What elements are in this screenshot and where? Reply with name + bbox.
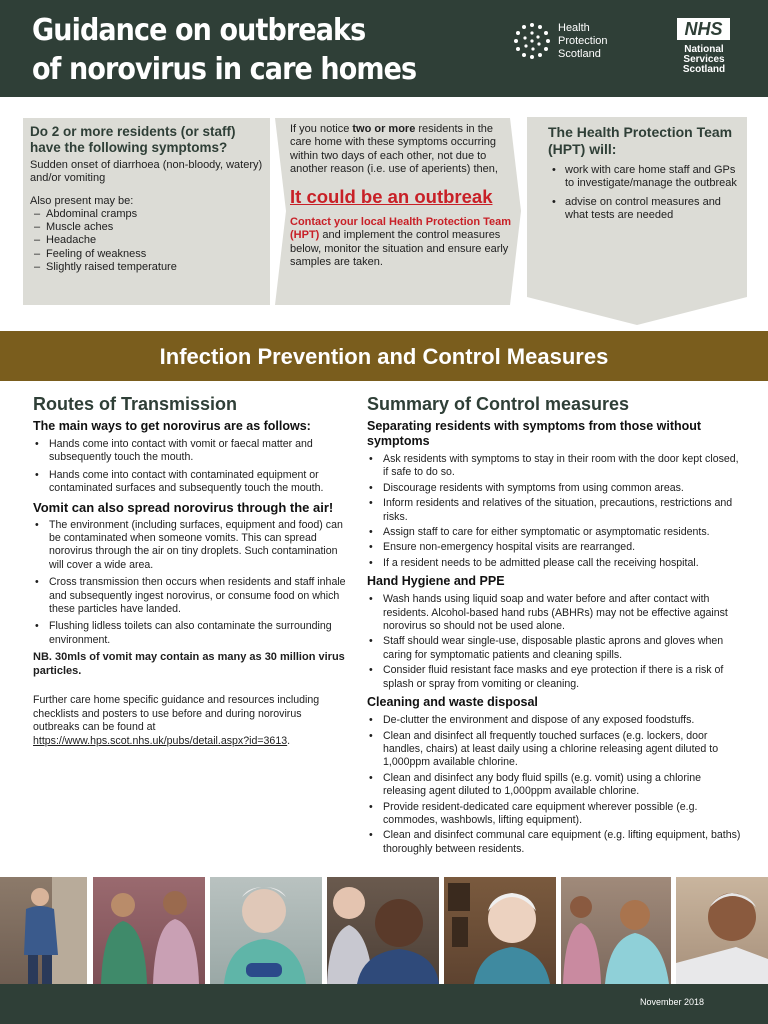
symptoms-heading: Do 2 or more residents (or staff) have the following symptoms? xyxy=(30,124,236,155)
person-icon xyxy=(93,877,205,984)
nb-note: NB. 30mls of vomit may contain as many as 30 million virus particles. xyxy=(33,651,345,677)
cleaning-list xyxy=(367,714,745,856)
routes-heading: Routes of Transmission xyxy=(33,394,238,414)
nss-line: Scotland xyxy=(682,64,726,75)
nhs-logo: NHS xyxy=(677,18,730,40)
nss-wordmark xyxy=(672,45,736,75)
hand-hygiene-list xyxy=(367,593,745,691)
symptoms-text: Sudden onset of diarrhoea (non-bloody, watery) and/or vomiting xyxy=(30,159,263,185)
list-item: • Cross transmission then occurs when residents and staff inhale and subsequently ingest norovirus, or consume food on which these particles have landed. xyxy=(33,576,349,616)
guidance-link[interactable]: https://www.hps.scot.nhs.uk/pubs/detail.aspx?id=3613 xyxy=(33,734,288,747)
list-item: • work with care home staff and GPs to investigate/manage the outbreak xyxy=(548,164,738,191)
list-item: • Hands come into contact with vomit or faecal matter and subsequently touch the mouth. xyxy=(33,438,349,465)
hpt-list xyxy=(548,164,738,222)
banner-title: Infection Prevention and Control Measures xyxy=(159,344,609,369)
list-item: • Wash hands using liquid soap and water before and after contact with residents. Alcohol-based hand rubs (ABHRs) may not be effective against norovirus so should not be used alone. xyxy=(367,593,745,633)
list-item: • If a resident needs to be admitted please call the receiving hospital. xyxy=(367,557,745,570)
list-item: – Abdominal cramps xyxy=(30,208,263,221)
photo-resident-reading xyxy=(676,877,768,984)
list-item: • Consider fluid resistant face masks and eye protection if there is a risk of splash or spray from vomiting or cleaning. xyxy=(367,664,745,691)
list-item: • Discourage residents with symptoms from using common areas. xyxy=(367,482,745,495)
photo-resident-dancing xyxy=(0,877,87,984)
outbreak-alert: It could be an outbreak xyxy=(290,186,493,208)
outbreak-contact: Contact your local Health Protection Team (HPT) and implement the control measures below, monitor the situation and ensure early samples are taken. xyxy=(290,216,512,269)
list-item: – Headache xyxy=(30,234,263,247)
hpt-box xyxy=(548,124,738,227)
airborne-list xyxy=(33,519,349,648)
also-present-label: Also present may be: xyxy=(30,194,134,207)
list-item: • Hands come into contact with contaminated equipment or contaminated surfaces and subsequently touch the mouth. xyxy=(33,469,349,496)
list-item: • Assign staff to care for either symptomatic or asymptomatic residents. xyxy=(367,526,745,539)
symptoms-box xyxy=(23,118,270,305)
airborne-subheading: Vomit can also spread norovirus through the air! xyxy=(33,499,334,515)
list-item: • Clean and disinfect any body fluid spills (e.g. vomit) using a chlorine releasing agent diluted to 1,000ppm available chlorine. xyxy=(367,772,745,799)
hpt-heading: The Health Protection Team (HPT) will: xyxy=(548,124,733,157)
list-item: – Feeling of weakness xyxy=(30,248,263,261)
header-bar xyxy=(0,0,768,97)
list-item: • Flushing lidless toilets can also contaminate the surrounding environment. xyxy=(33,620,349,647)
symptom-list xyxy=(30,208,263,274)
cleaning-subheading: Cleaning and waste disposal xyxy=(367,695,538,710)
hps-line: Health xyxy=(558,22,590,34)
list-item: • Ask residents with symptoms to stay in their room with the door kept closed, if safe to do so. xyxy=(367,453,745,480)
list-item: • De-clutter the environment and dispose of any exposed foodstuffs. xyxy=(367,714,745,727)
control-heading: Summary of Control measures xyxy=(367,394,630,414)
list-item: • Inform residents and relatives of the situation, precautions, restrictions and risks. xyxy=(367,497,745,524)
list-item: • advise on control measures and what tests are needed xyxy=(548,196,738,223)
photo-resident-knitting xyxy=(210,877,322,984)
person-icon xyxy=(676,877,768,984)
list-item: • Staff should wear single-use, disposable plastic aprons and gloves when caring for symptomatic patients and cleaning spills. xyxy=(367,635,745,662)
photo-residents-sofa xyxy=(561,877,671,984)
section-banner xyxy=(0,331,768,381)
outbreak-box xyxy=(290,123,512,269)
publication-date: November 2018 xyxy=(639,997,704,1007)
nss-line: National xyxy=(684,44,724,55)
photo-strip xyxy=(0,877,768,984)
list-item: – Slightly raised temperature xyxy=(30,261,263,274)
hps-line: Protection xyxy=(558,35,608,47)
person-icon xyxy=(444,877,556,984)
nss-line: Services xyxy=(683,54,725,65)
hand-hygiene-subheading: Hand Hygiene and PPE xyxy=(367,574,505,589)
hps-logo-icon xyxy=(512,22,552,60)
list-item: – Muscle aches xyxy=(30,221,263,234)
control-column xyxy=(367,393,745,858)
person-icon xyxy=(0,877,87,984)
photo-residents-smiling xyxy=(327,877,439,984)
outbreak-intro: If you notice two or more residents in the care home with these symptoms occurring within two days of each other, not due to another reason (i.e. use of aperients) then, xyxy=(290,123,498,175)
title-line-2: of norovirus in care homes xyxy=(32,52,417,87)
footer-bar xyxy=(0,984,768,1024)
list-item: • Clean and disinfect communal care equipment (e.g. lifting equipment, baths) thoroughly between residents. xyxy=(367,829,745,856)
separating-list xyxy=(367,453,745,570)
page-title xyxy=(32,11,416,89)
hps-line: Scotland xyxy=(558,48,601,60)
photo-residents-chatting xyxy=(93,877,205,984)
photo-resident-portrait xyxy=(444,877,556,984)
list-item: • Provide resident-dedicated care equipment wherever possible (e.g. commodes, washbowls, lifting equipment). xyxy=(367,801,745,828)
further-guidance: Further care home specific guidance and resources including checklists and posters to use before and during norovirus outbreaks can be found at https://www.hps.scot.nhs.uk/pubs/detail.aspx?id=3613. xyxy=(33,694,320,747)
routes-list xyxy=(33,438,349,496)
person-icon xyxy=(327,877,439,984)
title-line-1: Guidance on outbreaks xyxy=(32,13,366,48)
person-icon xyxy=(210,877,322,984)
routes-column xyxy=(33,393,349,748)
routes-subheading: The main ways to get norovirus are as follows: xyxy=(33,419,311,433)
list-item: • Clean and disinfect all frequently touched surfaces (e.g. lockers, door handles, chairs) at least daily using a chlorine releasing agent diluted to 1,000ppm available chlorine. xyxy=(367,730,745,770)
list-item: • The environment (including surfaces, equipment and food) can be contaminated when someone vomits. This can spread norovirus through the air on tiny droplets. Such contamination will cover a wide area. xyxy=(33,519,349,573)
list-item: • Ensure non-emergency hospital visits are rearranged. xyxy=(367,541,745,554)
person-icon xyxy=(561,877,671,984)
hps-wordmark xyxy=(558,22,608,61)
separating-subheading: Separating residents with symptoms from those without symptoms xyxy=(367,419,702,448)
